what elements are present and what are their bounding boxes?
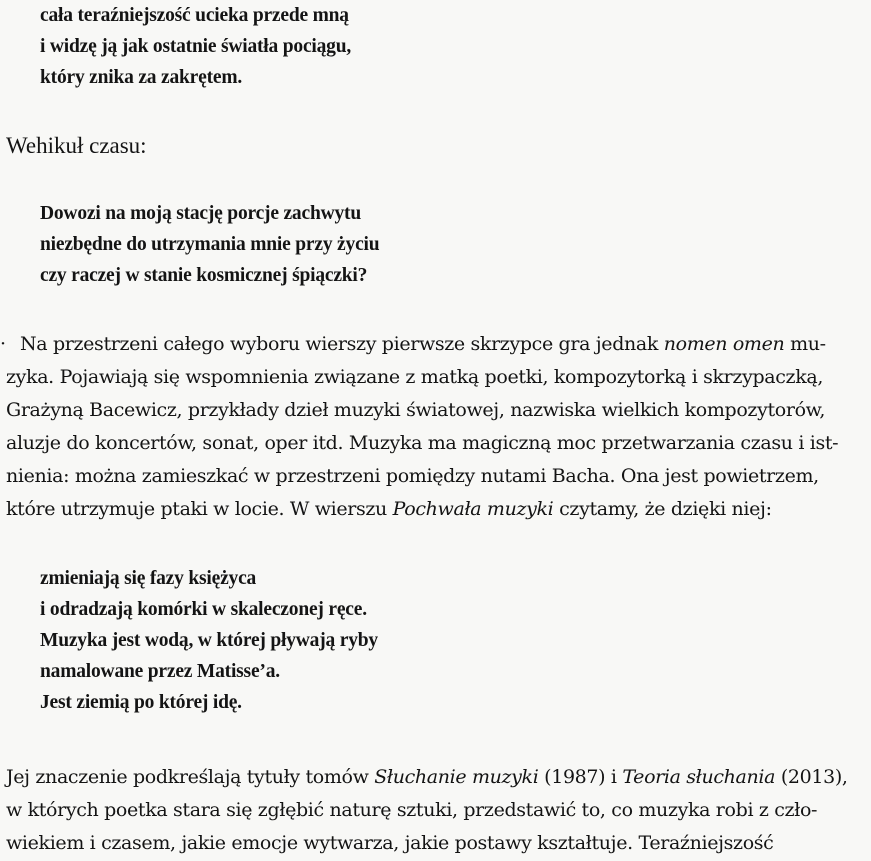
paragraph-line: Jej znaczenie podkreślają tytuły tomów Słuchanie muzyki (1987) i Teoria słuchania (2013), (6, 766, 848, 788)
paragraph-line: aluzje do koncertów, sonat, oper itd. Muzyka ma magiczną moc przetwarzania czasu i ist- (6, 432, 839, 454)
paragraph-line: zyka. Pojawiają się wspomnienia związane z matką poetki, kompozytorką i skrzypaczką, (6, 366, 824, 388)
verse-line: Muzyka jest wodą, w której pływają ryby (40, 630, 378, 651)
paragraph-line: Grażyną Bacewicz, przykłady dzieł muzyki światowej, nazwiska wielkich kompozytorów, (6, 399, 826, 421)
bullet-mark: · (0, 333, 7, 355)
verse-excerpt-bottom (40, 563, 378, 718)
verse-line: niezbędne do utrzymania mnie przy życiu (40, 234, 380, 255)
verse-line: i odradzają komórki w skaleczonej ręce. (40, 599, 367, 620)
verse-excerpt-top (40, 0, 351, 93)
verse-line: namalowane przez Matisse’a. (40, 661, 280, 682)
italic-title: Słuchanie muzyki (374, 766, 539, 788)
body-paragraph-2 (6, 761, 866, 860)
paragraph-line: Na przestrzeni całego wyboru wierszy pierwsze skrzypce gra jednak nomen omen mu- (20, 333, 826, 355)
italic-title: Pochwała muzyki (392, 498, 554, 520)
paragraph-line: w których poetka stara się zgłębić naturę sztuki, przedstawić to, co muzyka robi z czło- (6, 799, 818, 821)
verse-line: i widzę ją jak ostatnie światła pociągu, (40, 36, 352, 57)
paragraph-line: wiekiem i czasem, jakie emocje wytwarza, jakie postawy kształtuje. Teraźniejszość (6, 832, 774, 854)
section-lead-in: Wehikuł czasu: (6, 133, 147, 158)
verse-line: który znika za zakrętem. (40, 67, 243, 88)
verse-line: czy raczej w stanie kosmicznej śpiączki? (40, 265, 368, 286)
paragraph-line: które utrzymuje ptaki w locie. W wierszu Pochwała muzyki czytamy, że dzięki niej: (6, 498, 772, 520)
verse-line: zmieniają się fazy księżyca (40, 568, 257, 589)
body-paragraph-1 (6, 328, 866, 526)
verse-line: Jest ziemią po której idę. (40, 692, 242, 713)
paragraph-line: nienia: można zamieszkać w przestrzeni pomiędzy nutami Bacha. Ona jest powietrzem, (6, 465, 819, 487)
italic-phrase: nomen omen (663, 333, 785, 355)
verse-line: cała teraźniejszość ucieka przede mną (40, 5, 349, 26)
verse-excerpt-middle (40, 198, 379, 291)
verse-line: Dowozi na moją stację porcje zachwytu (40, 203, 361, 224)
italic-title: Teoria słuchania (622, 766, 776, 788)
